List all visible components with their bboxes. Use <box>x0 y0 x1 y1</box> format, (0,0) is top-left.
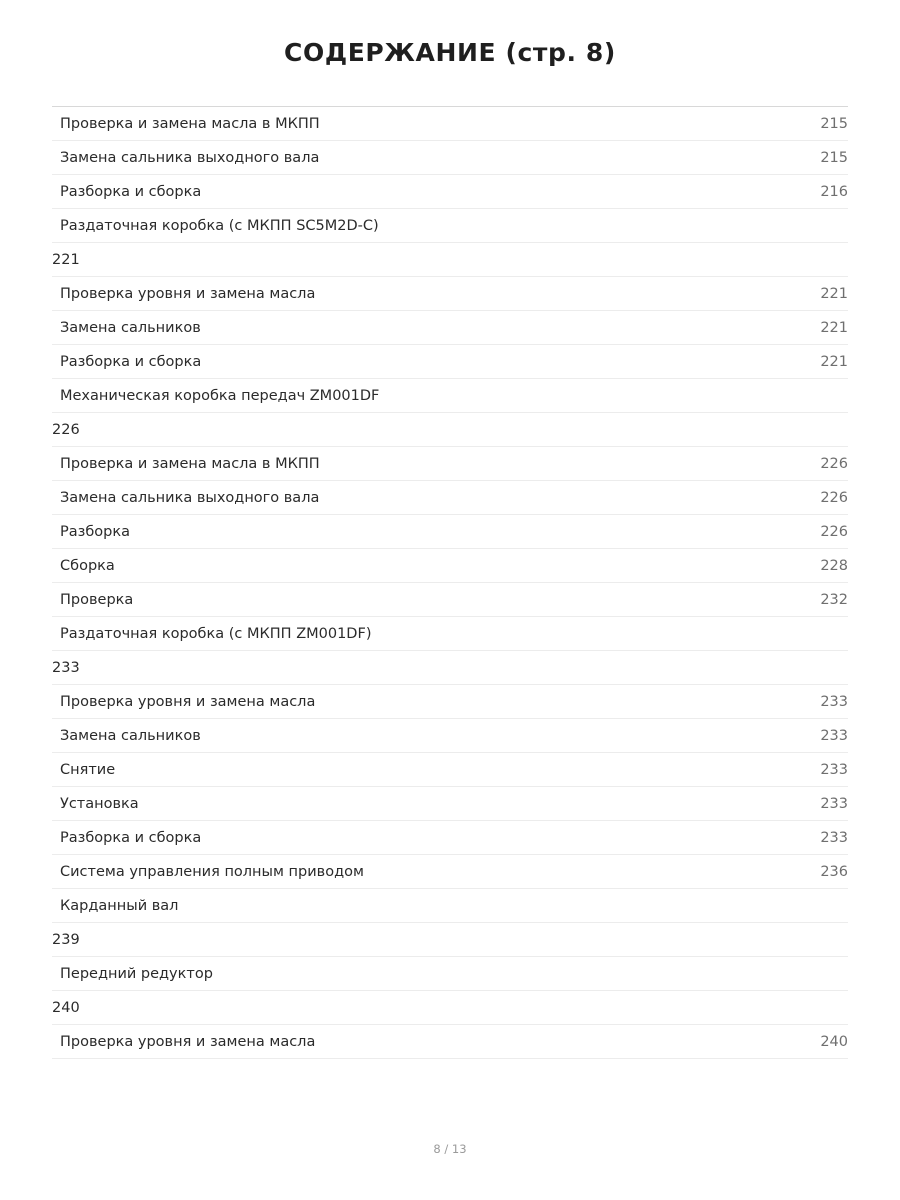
toc-entry[interactable] <box>52 345 848 379</box>
toc-entry-label: Проверка и замена масла в МКПП <box>60 116 320 132</box>
toc-entry-page: 216 <box>820 184 848 200</box>
toc-entry[interactable] <box>52 651 848 685</box>
toc-entry-label: Замена сальников <box>60 320 201 336</box>
toc-entry-page: 221 <box>820 320 848 336</box>
toc-entry-label: Сборка <box>60 558 115 574</box>
toc-entry-page: 233 <box>820 728 848 744</box>
toc-entry-label: Раздаточная коробка (с МКПП SC5M2D-C) <box>60 218 379 234</box>
toc-entry[interactable] <box>52 243 848 277</box>
toc-entry-page: 240 <box>820 1034 848 1050</box>
toc-entry-page: 226 <box>820 524 848 540</box>
toc-entry-label: 233 <box>52 660 80 676</box>
toc-entry[interactable] <box>52 583 848 617</box>
toc-entry-page: 221 <box>820 286 848 302</box>
page-title: СОДЕРЖАНИЕ (стр. 8) <box>284 38 616 67</box>
toc-entry-label: Замена сальников <box>60 728 201 744</box>
toc-entry[interactable] <box>52 617 848 651</box>
toc-entry-label: 240 <box>52 1000 80 1016</box>
toc-entry-label: Раздаточная коробка (с МКПП ZM001DF) <box>60 626 372 642</box>
toc-entry[interactable] <box>52 481 848 515</box>
toc-entry-label: Проверка уровня и замена масла <box>60 694 316 710</box>
toc-entry[interactable] <box>52 855 848 889</box>
toc-entry[interactable] <box>52 413 848 447</box>
toc-entry[interactable] <box>52 277 848 311</box>
toc-entry-label: Проверка уровня и замена масла <box>60 286 316 302</box>
toc-entry-label: Разборка и сборка <box>60 354 202 370</box>
toc-entry[interactable] <box>52 549 848 583</box>
table-of-contents <box>52 107 848 1059</box>
toc-entry[interactable] <box>52 209 848 243</box>
toc-entry-label: Разборка и сборка <box>60 830 202 846</box>
toc-entry-page: 233 <box>820 694 848 710</box>
toc-entry-label: Замена сальника выходного вала <box>60 490 320 506</box>
toc-entry-label: Установка <box>60 796 139 812</box>
toc-entry[interactable] <box>52 821 848 855</box>
toc-entry[interactable] <box>52 107 848 141</box>
toc-entry[interactable] <box>52 923 848 957</box>
toc-entry-page: 233 <box>820 830 848 846</box>
toc-entry-label: Проверка и замена масла в МКПП <box>60 456 320 472</box>
toc-entry[interactable] <box>52 719 848 753</box>
toc-entry-page: 233 <box>820 762 848 778</box>
toc-entry[interactable] <box>52 141 848 175</box>
toc-entry-page: 232 <box>820 592 848 608</box>
toc-entry-label: 226 <box>52 422 80 438</box>
toc-entry-page: 236 <box>820 864 848 880</box>
page-footer: 8 / 13 <box>433 1142 467 1156</box>
toc-entry[interactable] <box>52 685 848 719</box>
toc-entry-label: Проверка уровня и замена масла <box>60 1034 316 1050</box>
toc-entry[interactable] <box>52 1025 848 1059</box>
toc-entry[interactable] <box>52 957 848 991</box>
toc-entry-label: Снятие <box>60 762 116 778</box>
toc-entry[interactable] <box>52 515 848 549</box>
toc-entry[interactable] <box>52 991 848 1025</box>
toc-entry-label: Передний редуктор <box>60 966 213 982</box>
toc-entry-page: 215 <box>820 150 848 166</box>
toc-entry-label: Проверка <box>60 592 134 608</box>
toc-entry[interactable] <box>52 447 848 481</box>
toc-entry-page: 226 <box>820 456 848 472</box>
toc-entry-page: 228 <box>820 558 848 574</box>
toc-entry-label: Карданный вал <box>60 898 179 914</box>
toc-entry[interactable] <box>52 753 848 787</box>
toc-entry-label: 221 <box>52 252 80 268</box>
toc-entry-page: 233 <box>820 796 848 812</box>
toc-entry[interactable] <box>52 379 848 413</box>
toc-entry-label: Механическая коробка передач ZM001DF <box>60 388 380 404</box>
toc-entry-label: Система управления полным приводом <box>60 864 364 880</box>
toc-entry-label: 239 <box>52 932 80 948</box>
toc-entry[interactable] <box>52 175 848 209</box>
toc-entry-page: 221 <box>820 354 848 370</box>
toc-entry-label: Замена сальника выходного вала <box>60 150 320 166</box>
toc-entry-label: Разборка <box>60 524 131 540</box>
toc-entry[interactable] <box>52 311 848 345</box>
toc-entry-label: Разборка и сборка <box>60 184 202 200</box>
toc-entry-page: 226 <box>820 490 848 506</box>
toc-entry-page: 215 <box>820 116 848 132</box>
toc-entry[interactable] <box>52 787 848 821</box>
toc-entry[interactable] <box>52 889 848 923</box>
